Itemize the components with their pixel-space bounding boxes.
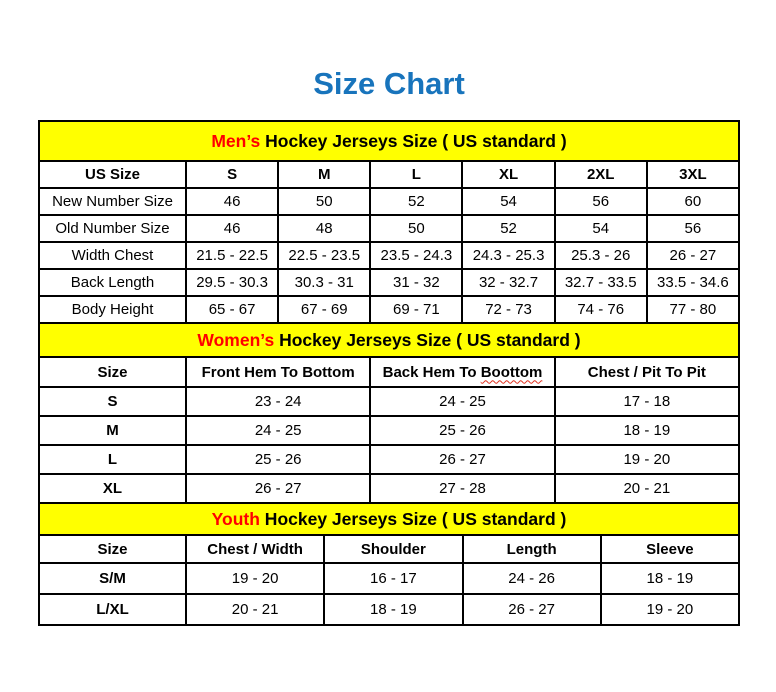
row-label: Old Number Size xyxy=(39,215,186,242)
table-row xyxy=(39,474,739,503)
cell: 54 xyxy=(462,188,554,215)
cell: 20 - 21 xyxy=(186,594,324,625)
size-chart-tables xyxy=(38,120,740,626)
cell: 17 - 18 xyxy=(555,387,739,416)
cell: 32 - 32.7 xyxy=(462,269,554,296)
row-label: New Number Size xyxy=(39,188,186,215)
row-label: Width Chest xyxy=(39,242,186,269)
cell: 18 - 19 xyxy=(324,594,462,625)
mens-section-title xyxy=(39,121,739,161)
row-label: S xyxy=(39,387,186,416)
column-header: Size xyxy=(39,357,186,387)
cell: 24.3 - 25.3 xyxy=(462,242,554,269)
cell: 23.5 - 24.3 xyxy=(370,242,462,269)
cell: 16 - 17 xyxy=(324,563,462,594)
row-label: XL xyxy=(39,474,186,503)
cell: 26 - 27 xyxy=(370,445,554,474)
table-row xyxy=(39,445,739,474)
cell: 23 - 24 xyxy=(186,387,370,416)
mens-section-band xyxy=(39,121,739,161)
mens-section-highlight: Men’s xyxy=(211,130,261,151)
cell: 72 - 73 xyxy=(462,296,554,323)
cell: 50 xyxy=(370,215,462,242)
cell: 52 xyxy=(462,215,554,242)
cell: 31 - 32 xyxy=(370,269,462,296)
row-label: M xyxy=(39,416,186,445)
cell: 24 - 25 xyxy=(370,387,554,416)
cell: 69 - 71 xyxy=(370,296,462,323)
cell: 74 - 76 xyxy=(555,296,647,323)
mens-size-table xyxy=(38,120,740,324)
table-row xyxy=(39,242,739,269)
column-header: Size xyxy=(39,535,186,563)
youth-section-highlight: Youth xyxy=(211,508,260,529)
column-header: S xyxy=(186,161,278,188)
cell: 26 - 27 xyxy=(186,474,370,503)
column-header: Sleeve xyxy=(601,535,739,563)
cell: 29.5 - 30.3 xyxy=(186,269,278,296)
cell: 18 - 19 xyxy=(601,563,739,594)
cell: 22.5 - 23.5 xyxy=(278,242,370,269)
youth-size-table xyxy=(38,502,740,626)
cell: 48 xyxy=(278,215,370,242)
mens-section-rest: Hockey Jerseys Size ( US standard ) xyxy=(260,130,567,151)
row-label: L/XL xyxy=(39,594,186,625)
womens-section-band xyxy=(39,323,739,357)
cell: 54 xyxy=(555,215,647,242)
cell: 19 - 20 xyxy=(555,445,739,474)
table-row xyxy=(39,563,739,594)
column-header: Shoulder xyxy=(324,535,462,563)
cell: 25 - 26 xyxy=(370,416,554,445)
cell: 56 xyxy=(555,188,647,215)
cell: 26 - 27 xyxy=(647,242,739,269)
column-header: 3XL xyxy=(647,161,739,188)
table-row xyxy=(39,188,739,215)
row-label: L xyxy=(39,445,186,474)
column-header: US Size xyxy=(39,161,186,188)
womens-section-rest: Hockey Jerseys Size ( US standard ) xyxy=(274,329,581,350)
table-row xyxy=(39,416,739,445)
cell: 21.5 - 22.5 xyxy=(186,242,278,269)
column-header: 2XL xyxy=(555,161,647,188)
cell: 24 - 26 xyxy=(463,563,601,594)
column-header: L xyxy=(370,161,462,188)
cell: 60 xyxy=(647,188,739,215)
youth-section-band xyxy=(39,503,739,535)
cell: 77 - 80 xyxy=(647,296,739,323)
column-header: Front Hem To Bottom xyxy=(186,357,370,387)
cell: 50 xyxy=(278,188,370,215)
cell: 27 - 28 xyxy=(370,474,554,503)
column-header-text: Back Hem To xyxy=(382,363,481,381)
table-row xyxy=(39,215,739,242)
page-title: Size Chart xyxy=(313,66,465,101)
cell: 20 - 21 xyxy=(555,474,739,503)
cell: 25.3 - 26 xyxy=(555,242,647,269)
cell: 26 - 27 xyxy=(463,594,601,625)
table-row xyxy=(39,269,739,296)
youth-header-row xyxy=(39,535,739,563)
cell: 19 - 20 xyxy=(601,594,739,625)
table-row xyxy=(39,594,739,625)
row-label: Back Length xyxy=(39,269,186,296)
cell: 30.3 - 31 xyxy=(278,269,370,296)
column-header: Length xyxy=(463,535,601,563)
mens-header-row xyxy=(39,161,739,188)
misspelled-word: Boottom xyxy=(480,363,543,381)
cell: 52 xyxy=(370,188,462,215)
column-header: Chest / Width xyxy=(186,535,324,563)
row-label: Body Height xyxy=(39,296,186,323)
table-row xyxy=(39,387,739,416)
cell: 19 - 20 xyxy=(186,563,324,594)
youth-section-rest: Hockey Jerseys Size ( US standard ) xyxy=(259,508,567,529)
cell: 67 - 69 xyxy=(278,296,370,323)
cell: 33.5 - 34.6 xyxy=(647,269,739,296)
column-header: XL xyxy=(462,161,554,188)
youth-section-title xyxy=(39,503,739,535)
table-row xyxy=(39,296,739,323)
cell: 32.7 - 33.5 xyxy=(555,269,647,296)
womens-size-table xyxy=(38,322,740,504)
womens-section-highlight: Women’s xyxy=(197,329,275,350)
cell: 56 xyxy=(647,215,739,242)
cell: 46 xyxy=(186,188,278,215)
cell: 18 - 19 xyxy=(555,416,739,445)
womens-header-row xyxy=(39,357,739,387)
row-label: S/M xyxy=(39,563,186,594)
column-header: Chest / Pit To Pit xyxy=(555,357,739,387)
cell: 24 - 25 xyxy=(186,416,370,445)
cell: 25 - 26 xyxy=(186,445,370,474)
cell: 65 - 67 xyxy=(186,296,278,323)
column-header xyxy=(370,357,554,387)
womens-section-title xyxy=(39,323,739,357)
column-header: M xyxy=(278,161,370,188)
cell: 46 xyxy=(186,215,278,242)
